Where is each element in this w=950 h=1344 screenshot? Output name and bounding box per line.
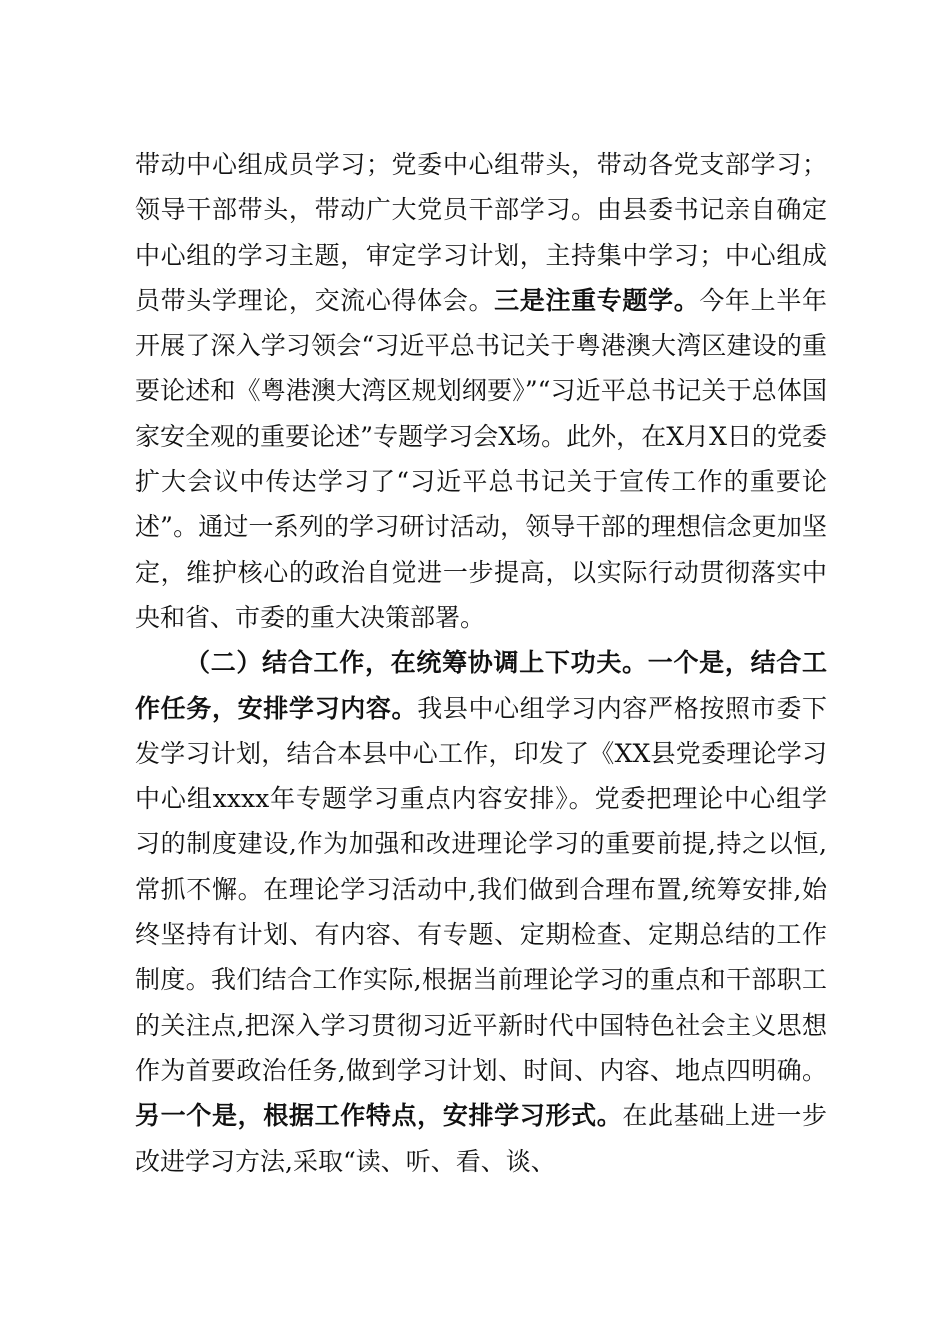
bold-heading-study-form: 另一个是，根据工作特点，安排学习形式。 — [135, 1101, 623, 1131]
section-heading-two: （二）结合工作，在统筹协调上下功夫。一个是，结合工作任务，安排学习内容。 — [135, 648, 827, 723]
paragraph-study-leadership — [135, 142, 827, 640]
paragraph-text: 我县中心组学习内容严格按照市委下发学习计划，结合本县中心工作，印发了《XX县党委理论学习中心组xxxx年专题学习重点内容安排》。党委把理论中心组学习的制度建设,作为加强和改进理论学习的重要前提,持之以恒,常抓不懈。在理论学习活动中,我们做到合理布置,统筹安排,始终坚持有计划、有内容、有专题、定期检查、定期总结的工作制度。我们结合工作实际,根据当前理论学习的重点和干部职工的关注点,把深入学习贯彻习近平新时代中国特色社会主义思想作为首要政治任务,做到学习计划、时间、内容、地点四明确。 — [135, 693, 827, 1085]
paragraph-text: 今年上半年开展了深入学习领会“习近平总书记关于粤港澳大湾区建设的重要论述和《粤港澳大湾区规划纲要》”“习近平总书记关于总体国家安全观的重要论述”专题学习会X场。此外，在X月X日的党委扩大会议中传达学习了“习近平总书记关于宣传工作的重要论述”。通过一系列的学习研讨活动，领导干部的理想信念更加坚定，维护核心的政治自觉进一步提高，以实际行动贯彻落实中央和省、市委的重大决策部署。 — [135, 285, 827, 632]
paragraph-text: 在此基础上进一步改进学习方法,采取“读、听、看、谈、 — [135, 1101, 827, 1176]
document-body — [135, 142, 827, 1184]
paragraph-section-two — [135, 640, 827, 1184]
bold-heading-special-study: 三是注重专题学。 — [494, 285, 700, 315]
paragraph-text: 带动中心组成员学习；党委中心组带头，带动各党支部学习；领导干部带头，带动广大党员干部学习。由县委书记亲自确定中心组的学习主题，审定学习计划，主持集中学习；中心组成员带头学理论，交流心得体会。 — [135, 150, 827, 315]
